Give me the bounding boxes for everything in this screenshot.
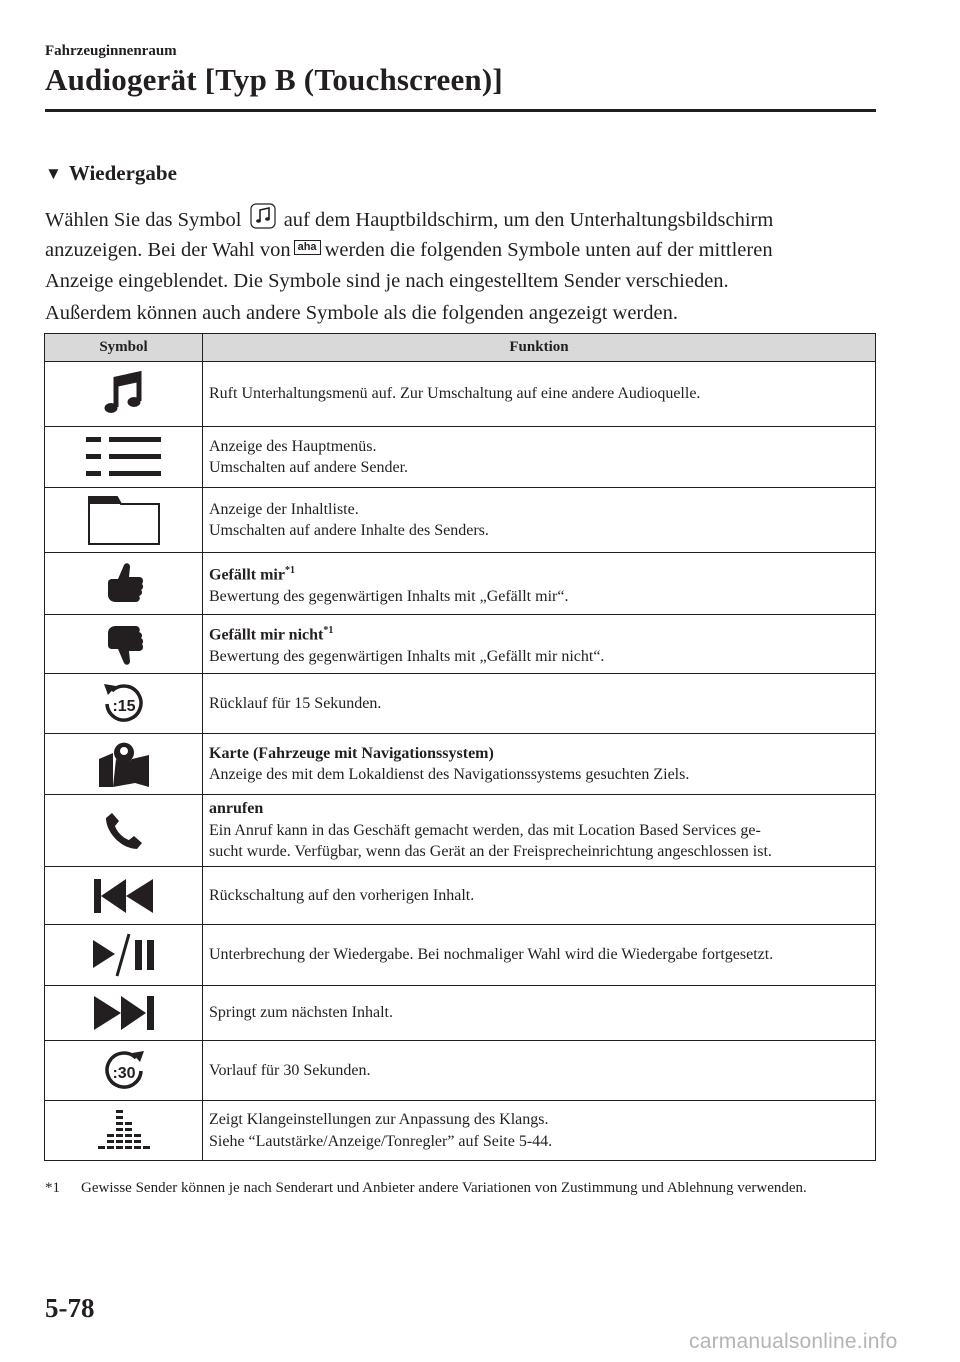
map-pin-icon [97,739,151,789]
watermark: carmanualsonline.info [689,1330,898,1353]
table-row [45,795,876,867]
page-number: 5-78 [45,1293,95,1323]
row-title: Gefällt mir [209,566,285,584]
table-row [45,925,876,986]
section-label: Fahrzeuginnenraum [45,43,177,59]
row-text: Ruft Unterhaltungsmenü auf. Zur Umschaltung auf eine andere Audioquelle. [209,385,701,403]
row-text: Springt zum nächsten Inhalt. [209,1004,393,1022]
table-row [45,615,876,674]
forward-30-icon [100,1047,148,1095]
intro-paragraph [45,203,880,329]
table-row [45,427,876,488]
row-text: Zeigt Klangeinstellungen zur Anpassung des Klangs. Siehe “Lautstärke/Anzeige/Tonregler” auf Seite 5-44. [209,1111,553,1150]
table-row [45,1101,876,1161]
thumbs-down-icon [102,621,146,667]
row-text: Anzeige der Inhaltliste. Umschalten auf andere Inhalte des Senders. [209,500,489,539]
skip-back-icon [92,877,156,915]
row-text: Rückschaltung auf den vorherigen Inhalt. [209,886,475,904]
intro-text: Anzeige eingeblendet. Die Symbole sind je nach eingestelltem Sender verschieden. [45,270,729,292]
intro-text: auf dem Hauptbildschirm, um den Unterhaltungsbildschirm [283,209,774,231]
row-title: Gefällt mir nicht [209,626,324,644]
row-text: Ein Anruf kann in das Geschäft gemacht werden, das mit Location Based Services ge- sucht wurde. Verfügbar, wenn das Gerät an der Freisprecheinrichtung angeschlossen ist. [209,821,772,861]
play-pause-icon [91,932,157,978]
intro-text: Wählen Sie das Symbol [45,209,242,231]
column-header-symbol: Symbol [45,334,203,362]
menu-list-icon [84,434,164,480]
rewind-15-label: :15 [111,697,136,715]
table-header-row [45,334,876,362]
intro-text: anzuzeigen. Bei der Wahl von [45,238,291,261]
row-text: Anzeige des Hauptmenüs. Umschalten auf andere Sender. [209,437,409,476]
row-text: Bewertung des gegenwärtigen Inhalts mit „Gefällt mir nicht“. [209,648,605,666]
table-row [45,734,876,795]
page-title: Audiogerät [Typ B (Touchscreen)] [45,62,503,97]
subheading-text: Wiedergabe [68,161,177,185]
row-text: Vorlauf für 30 Sekunden. [209,1061,371,1079]
row-title: Karte (Fahrzeuge mit Navigationssystem) [209,744,494,762]
skip-forward-icon [92,994,156,1032]
footnote-mark: *1 [45,1180,60,1196]
table-row [45,867,876,925]
footnote-ref: *1 [323,625,334,637]
equalizer-icon [97,1110,151,1152]
thumbs-up-icon [102,561,146,607]
row-title: anrufen [209,800,264,818]
row-text: Rücklauf für 15 Sekunden. [209,694,382,712]
row-text: Bewertung des gegenwärtigen Inhalts mit „Gefällt mir“. [209,587,569,605]
table-row [45,986,876,1041]
rewind-15-icon [100,680,148,728]
row-text: Unterbrechung der Wiedergabe. Bei nochmaliger Wahl wird die Wiedergabe fortgesetzt. [209,946,774,964]
table-row [45,362,876,427]
table-row [45,674,876,734]
title-divider [45,109,876,112]
footnote [45,1178,875,1199]
forward-30-label: :30 [111,1064,136,1082]
table-row [45,1041,876,1101]
intro-text: Außerdem können auch andere Symbole als die folgenden angezeigt werden. [45,301,678,324]
phone-icon [104,811,144,851]
intro-text: werden die folgenden Symbole unten auf der mittleren [324,238,773,261]
table-row [45,553,876,615]
triangle-bullet-icon: ▼ [45,163,62,183]
symbol-table [44,333,876,1161]
table-row [45,488,876,553]
footnote-ref: *1 [284,564,295,576]
column-header-function: Funktion [203,334,876,362]
aha-icon: aha [294,240,321,255]
row-text: Anzeige des mit dem Lokaldienst des Navigationssystems gesuchten Ziels. [209,766,690,783]
folder-icon [87,494,161,546]
subheading [45,161,177,186]
footnote-text: Gewisse Sender können je nach Senderart und Anbieter andere Variationen von Zustimmung und Ablehnung verwenden. [81,1180,807,1196]
music-note-icon [99,369,149,419]
